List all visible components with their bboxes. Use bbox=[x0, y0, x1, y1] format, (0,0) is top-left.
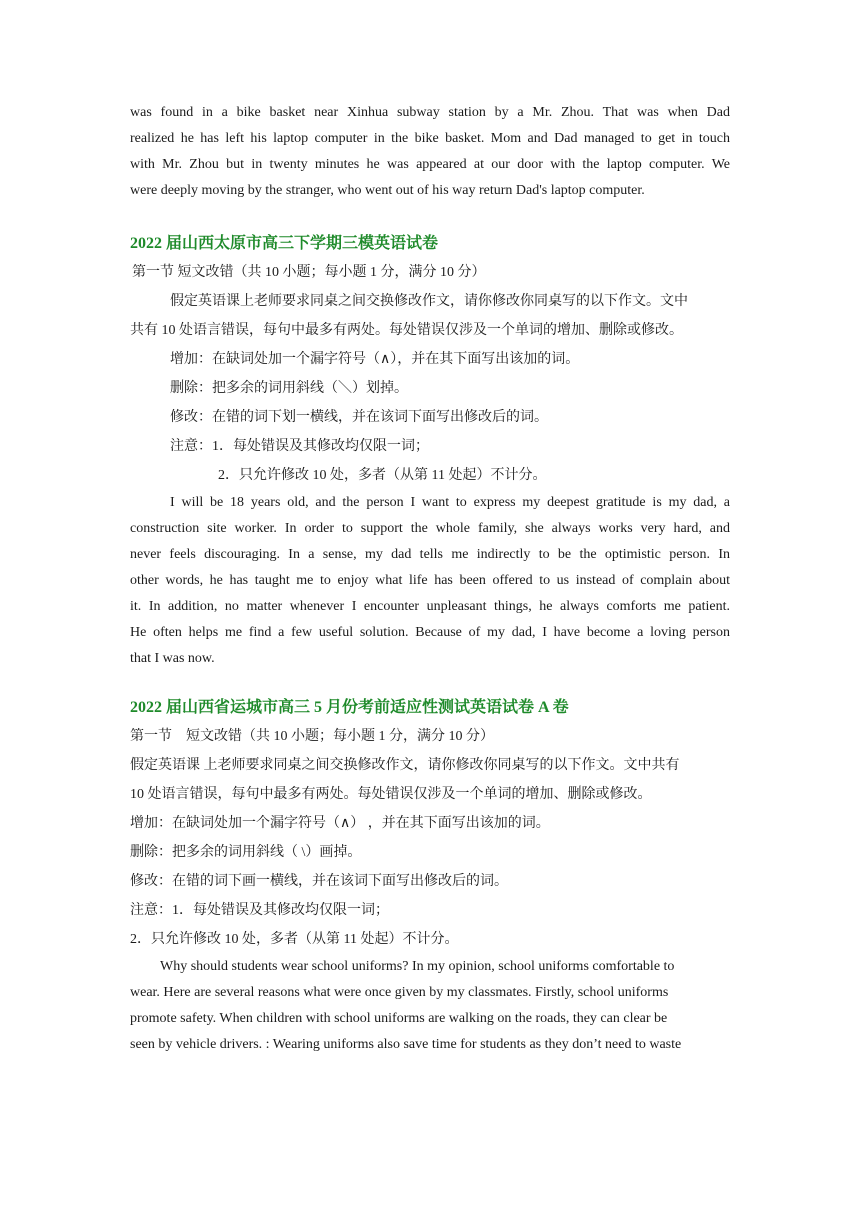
passage-line: it. In addition, no matter whenever I encounter unpleasant things, he always comforts me patient. bbox=[130, 599, 730, 614]
rule-modify: 修改：在错的词下画一横线，并在该词下面写出修改后的词。 bbox=[130, 874, 508, 889]
passage-line: never feels discouraging. In a sense, my dad tells me indirectly to be the optimistic person. In bbox=[130, 547, 730, 562]
passage-line: I will be 18 years old, and the person I want to express my deepest gratitude is my dad, a bbox=[170, 495, 730, 510]
rule-add: 增加：在缺词处加一个漏字符号（∧） ，并在其下面写出该加的词。 bbox=[130, 816, 550, 831]
section-subtitle: 第一节 短文改错（共 10 小题；每小题 1 分，满分 10 分） bbox=[130, 729, 494, 744]
instruction-line: 10 处语言错误，每句中最多有两处。每处错误仅涉及一个单词的增加、删除或修改。 bbox=[130, 787, 652, 802]
section-title: 2022 届山西省运城市高三 5 月份考前适应性测试英语试卷 A 卷 bbox=[130, 699, 569, 716]
passage-line: other words, he has taught me to enjoy what life has been offered to us instead of complain about bbox=[130, 573, 730, 588]
passage-line: He often helps me find a few useful solution. Because of my dad, I have become a loving person bbox=[130, 625, 730, 640]
note-2: 2．只允许修改 10 处，多者（从第 11 处起）不计分。 bbox=[218, 468, 547, 483]
passage-line: wear. Here are several reasons what were once given by my classmates. Firstly, school uniforms bbox=[130, 985, 669, 1000]
passage-line: realized he has left his laptop computer in the bike basket. Mom and Dad managed to get in touch bbox=[130, 131, 730, 146]
rule-add: 增加：在缺词处加一个漏字符号（∧），并在其下面写出该加的词。 bbox=[170, 352, 580, 367]
note-2: 2．只允许修改 10 处，多者（从第 11 处起）不计分。 bbox=[130, 932, 459, 947]
passage-line: were deeply moving by the stranger, who went out of his way return Dad's laptop computer. bbox=[130, 183, 645, 198]
section-subtitle: 第一节 短文改错（共 10 小题；每小题 1 分，满分 10 分） bbox=[132, 265, 486, 280]
essay-passage bbox=[130, 954, 730, 1058]
note-1: 注意：1．每处错误及其修改均仅限一词； bbox=[170, 439, 429, 454]
essay-passage bbox=[130, 490, 730, 672]
instruction-line: 假定英语课 上老师要求同桌之间交换修改作文，请你修改你同桌写的以下作文。文中共有 bbox=[130, 758, 680, 773]
rule-modify: 修改：在错的词下划一横线，并在该词下面写出修改后的词。 bbox=[170, 410, 548, 425]
rule-delete: 删除：把多余的词用斜线（＼）划掉。 bbox=[170, 381, 408, 396]
passage-line: construction site worker. In order to support the whole family, she always works very hard, and bbox=[130, 521, 730, 536]
passage-line: Why should students wear school uniforms? In my opinion, school uniforms comfortable to bbox=[160, 959, 675, 974]
passage-line: was found in a bike basket near Xinhua subway station by a Mr. Zhou. That was when Dad bbox=[130, 105, 730, 120]
instruction-line: 共有 10 处语言错误，每句中最多有两处。每处错误仅涉及一个单词的增加、删除或修改。 bbox=[130, 323, 683, 338]
rule-delete: 删除：把多余的词用斜线（ \）画掉。 bbox=[130, 845, 362, 860]
instruction-line: 假定英语课上老师要求同桌之间交换修改作文，请你修改你同桌写的以下作文。文中 bbox=[170, 294, 688, 309]
passage-line: seen by vehicle drivers. : Wearing uniforms also save time for students as they don’t need to waste bbox=[130, 1037, 682, 1052]
section-title: 2022 届山西太原市高三下学期三模英语试卷 bbox=[130, 235, 439, 252]
passage-line: promote safety. When children with school uniforms are walking on the roads, they can clear be bbox=[130, 1011, 668, 1026]
section-taiyuan bbox=[130, 230, 730, 672]
passage-line: that I was now. bbox=[130, 651, 215, 666]
passage-line: with Mr. Zhou but in twenty minutes he was appeared at our door with the laptop computer. We bbox=[130, 157, 730, 172]
top-passage bbox=[130, 100, 730, 204]
section-yuncheng bbox=[130, 694, 730, 1058]
note-1: 注意：1．每处错误及其修改均仅限一词； bbox=[130, 903, 389, 918]
